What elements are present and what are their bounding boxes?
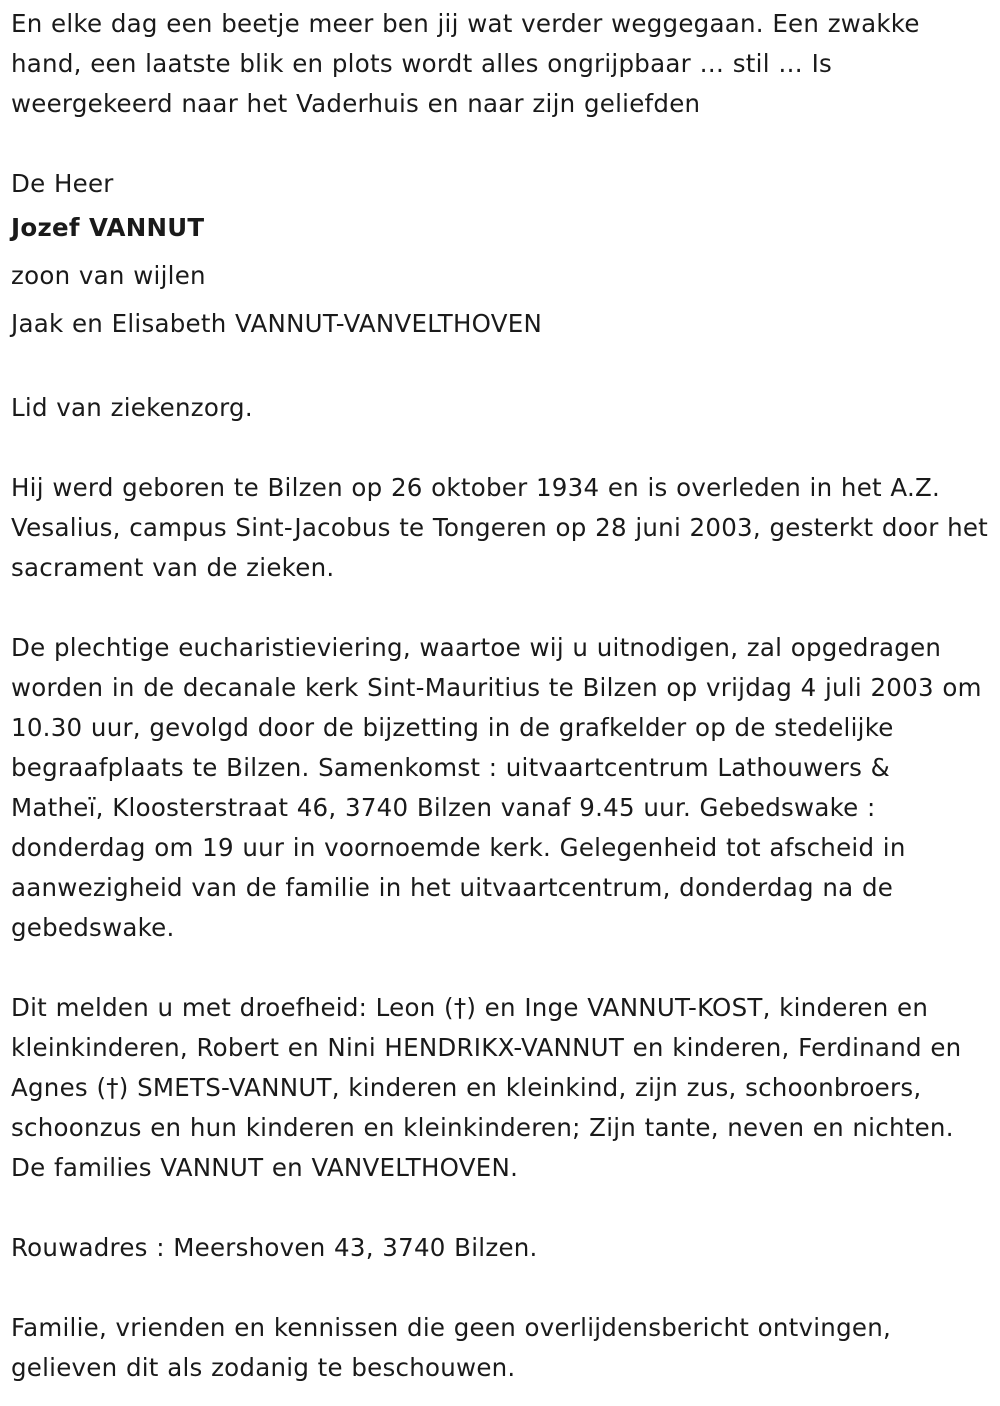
membership-text: Lid van ziekenzorg. bbox=[11, 393, 253, 422]
birth-death-paragraph: Hij werd geboren te Bilzen op 26 oktober 1934 en is overleden in het A.Z. Vesalius, campus Sint-Jacobus te Tongeren op 28 juni 2003, gesterkt door het sacrament van de zieken. bbox=[11, 473, 989, 582]
opening-poem: En elke dag een beetje meer ben jij wat verder weggegaan. Een zwakke hand, een laatste blik en plots wordt alles ongrijpbaar … stil … Is weergekeerd naar het Vaderhuis en naar zijn geliefden bbox=[11, 9, 920, 118]
funeral-paragraph: De plechtige eucharistieviering, waartoe wij u uitnodigen, zal opgedragen worden in de decanale kerk Sint-Mauritius te Bilzen op vrijdag 4 juli 2003 om 10.30 uur, gevolgd door de bijzetting in de grafkelder op de stedelijke begraafplaats te Bilzen. Samenkomst : uitvaartcentrum Lathouwers & Matheï, Kloosterstraat 46, 3740 Bilzen vanaf 9.45 uur. Gebedswake : donderdag om 19 uur in voornoemde kerk. Gelegenheid tot afscheid in aanwezigheid van de familie in het uitvaartcentrum, donderdag na de gebedswake. bbox=[11, 633, 982, 942]
parents-names: Jaak en Elisabeth VANNUT-VANVELTHOVEN bbox=[11, 309, 543, 338]
deceased-name: Jozef VANNUT bbox=[11, 213, 205, 242]
obituary-document bbox=[11, 4, 993, 1388]
family-paragraph: Dit melden u met droefheid: Leon (†) en Inge VANNUT-KOST, kinderen en kleinkinderen, Robert en Nini HENDRIKX-VANNUT en kinderen, Ferdinand en Agnes (†) SMETS-VANNUT, kinderen en kleinkind, zijn zus, schoonbroers, schoonzus en hun kinderen en kleinkinderen; Zijn tante, neven en nichten. De families VANNUT en VANVELTHOVEN. bbox=[11, 993, 962, 1182]
title-prefix: De Heer bbox=[11, 169, 114, 198]
deceased-block bbox=[11, 164, 993, 348]
closing-paragraph: Familie, vrienden en kennissen die geen overlijdensbericht ontvingen, gelieven dit als zodanig te beschouwen. bbox=[11, 1313, 892, 1382]
mourning-address: Rouwadres : Meershoven 43, 3740 Bilzen. bbox=[11, 1233, 538, 1262]
relation-label: zoon van wijlen bbox=[11, 261, 206, 290]
